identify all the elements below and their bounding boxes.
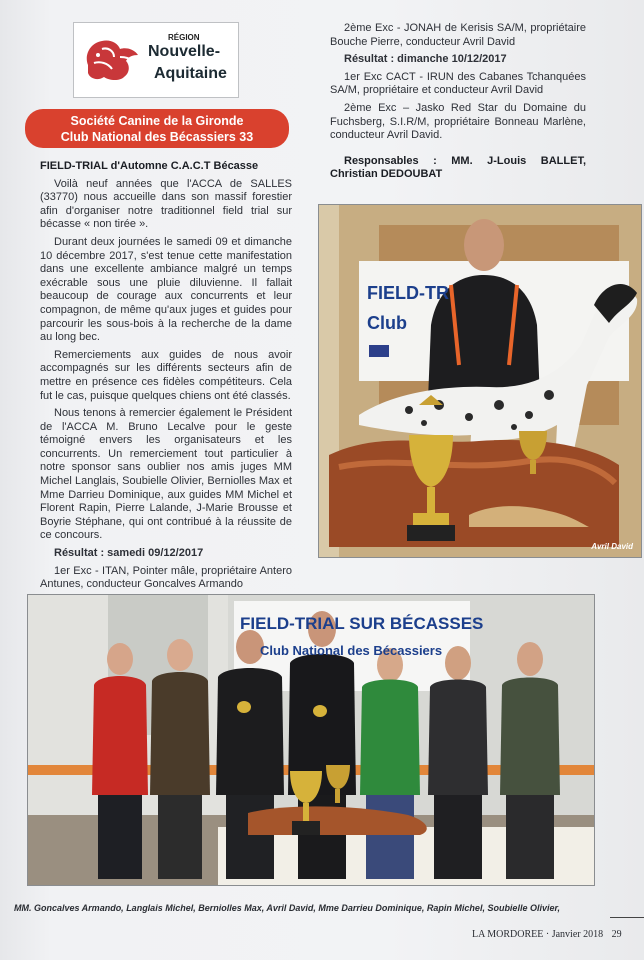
result-saturday-title: Résultat : samedi 09/12/2017	[54, 547, 204, 560]
photo1-sign-text: FIELD-TR	[367, 283, 449, 303]
article-paragraph-3: Remerciements aux guides de nous avoir accompagnés sur les différents secteurs afin de mettre en présence ces fidèles compétiteurs. Cela fut le cas, puisque quelques chiens ont été classés.	[40, 348, 292, 402]
club-banner	[25, 109, 289, 148]
footer-divider	[610, 917, 644, 918]
region-name-line2: Aquitaine	[154, 65, 227, 82]
article-paragraph-2: Durant deux journées le samedi 09 et dimanche 10 décembre 2017, s'est tenue cette manifestation dans une excellente ambiance malgré un temps exécrable sous une pluie diluvienne. Il fallait beaucoup de courage aux concurrents et leur compagnon, de même qu'aux juges et guides pour parcourir les sous-bois à la recherche de la dame au long bec.	[40, 235, 292, 344]
region-lion-icon	[80, 35, 142, 87]
photo-group-image	[28, 595, 594, 885]
region-label: RÉGION	[168, 33, 200, 42]
banner-line2: Club National des Bécassiers 33	[60, 130, 254, 144]
photo-dog-trophy-image	[319, 205, 641, 557]
footer-magazine: LA MORDOREE · Janvier 2018	[472, 929, 604, 940]
responsables: Responsables : MM. J-Louis BALLET, Christian DEDOUBAT	[330, 154, 586, 181]
article-paragraph-4: Nous tenons à remercier également le Président de l'ACCA M. Bruno Lecalve pour le geste témoigné envers les organisateurs et les concurrents. Un remerciement tout particulier à notre sponsor sans oublier nos amis juges MM Michel Langlais, Soubielle Olivier, Berniolles Max et Mme Darrieu Dominique, aux guides MM Michel et Florent Rapin, Pierre Lalande, J-Marie Brousse et Boyrie Stéphane, qui ont contribué à la réussite de ce concours.	[40, 407, 292, 542]
article-paragraph-1: Voilà neuf années que l'ACCA de SALLES (33770) nous accueille dans son massif forestier afin d'organiser notre traditionnel field trial sur bécasse « non tirée ».	[40, 177, 292, 231]
result-sunday-title: Résultat : dimanche 10/12/2017	[344, 53, 507, 66]
photo2-sign-text: FIELD-TRIAL SUR BÉCASSES	[240, 614, 484, 633]
result-saturday-second: 2ème Exc - JONAH de Kerisis SA/M, propriétaire Bouche Pierre, conducteur Avril David	[330, 22, 586, 48]
photo-caption: MM. Goncalves Armando, Langlais Michel, Berniolles Max, Avril David, Mme Darrieu Dominique, Rapin Michel, Soubielle Olivier,	[14, 903, 560, 913]
photo1-sign-text2: Club	[367, 313, 407, 333]
photo2-sign-text2: Club National des Bécassiers	[260, 643, 443, 658]
region-logo	[73, 22, 239, 98]
photo-credit: Avril David	[591, 542, 633, 551]
photo-dog-trophy	[318, 204, 642, 558]
article-title: FIELD-TRIAL d'Automne C.A.C.T Bécasse	[40, 160, 259, 172]
result-saturday-text: 1er Exc - ITAN, Pointer mâle, propriétaire Antero Antunes, conducteur Goncalves Armando	[40, 564, 292, 591]
banner-line1: Société Canine de la Gironde	[70, 114, 244, 128]
result-sunday-second: 2ème Exc – Jasko Red Star du Domaine du Fuchsberg, S.I.R/M, propriétaire Bonneau Marlène, conducteur Avril David.	[330, 101, 586, 142]
article-right-column	[330, 22, 586, 186]
page-number: 29	[611, 929, 622, 940]
result-sunday-first: 1er Exc CACT - IRUN des Cabanes Tchanquées SA/M, propriétaire et conducteur Avril David	[330, 70, 586, 97]
page-footer	[472, 929, 622, 940]
article-left-column	[40, 160, 292, 596]
photo-group	[27, 594, 595, 886]
region-name-line1: Nouvelle-	[148, 43, 221, 60]
